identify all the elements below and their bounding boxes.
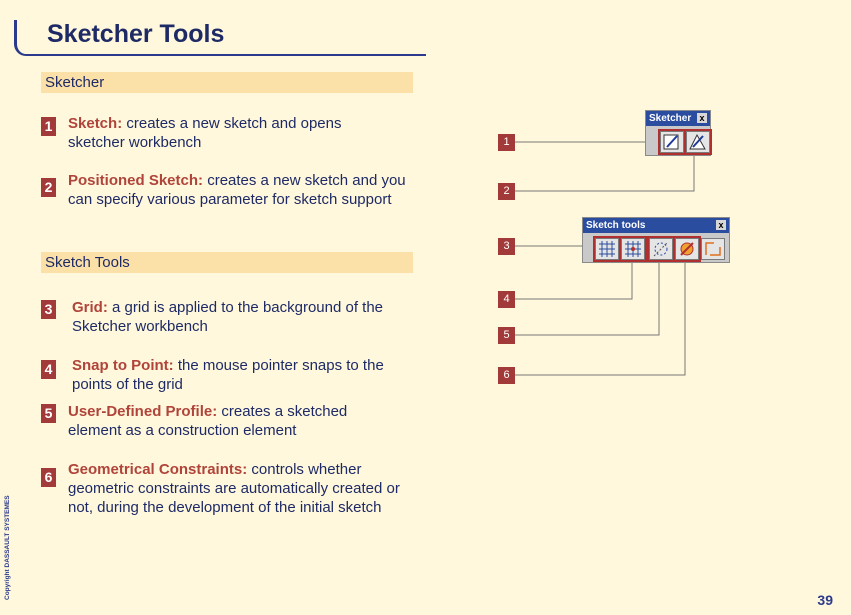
item-number: 6 (41, 468, 56, 487)
item-term: User-Defined Profile: (68, 403, 218, 420)
page-number: 39 (817, 592, 833, 608)
snap-to-point-icon (622, 239, 644, 259)
sketch-icon (661, 132, 683, 152)
geometrical-constraints-button[interactable] (675, 238, 699, 260)
item-number: 4 (41, 360, 56, 379)
item-desc: controls whether geometric constraints are automatically created or not, during the development of the initial sketch (68, 461, 400, 516)
sketch-button[interactable] (660, 131, 684, 153)
copyright-notice: Copyright DASSAULT SYSTEMES (4, 495, 11, 600)
dimensional-constraints-button[interactable] (701, 238, 725, 260)
callout-6: 6 (498, 367, 515, 384)
callout-4: 4 (498, 291, 515, 308)
item-desc: creates a new sketch and opens sketcher workbench (68, 115, 342, 151)
item-term: Snap to Point: (72, 357, 174, 374)
item-term: Sketch: (68, 115, 123, 132)
construction-element-icon (650, 239, 672, 259)
sketch-tools-toolbar-title: Sketch tools (586, 220, 646, 231)
item-desc: a grid is applied to the background of the Sketcher workbench (72, 299, 384, 335)
sketch-tools-toolbar (582, 217, 730, 263)
item-number: 3 (41, 300, 56, 319)
sketcher-toolbar-title: Sketcher (649, 113, 692, 124)
item-desc: creates a new sketch and you can specify various parameter for sketch support (68, 172, 406, 208)
leader-line-5 (515, 260, 659, 335)
callout-5: 5 (498, 327, 515, 344)
item-number: 1 (41, 117, 56, 136)
snap-to-point-button[interactable] (621, 238, 645, 260)
constraints-icon (676, 239, 698, 259)
sketch-tools-toolbar-titlebar[interactable] (583, 218, 729, 233)
section-sketch-tools: Sketch Tools (41, 252, 413, 273)
grid-icon (596, 239, 618, 259)
dimension-icon (702, 239, 724, 259)
item-term: Geometrical Constraints: (68, 461, 248, 478)
item-desc: creates a sketched element as a construction element (68, 403, 348, 439)
callout-2: 2 (498, 183, 515, 200)
item-term: Positioned Sketch: (68, 172, 204, 189)
positioned-sketch-button[interactable] (686, 131, 710, 153)
user-defined-profile-button[interactable] (649, 238, 673, 260)
close-icon[interactable]: x (716, 220, 726, 230)
grid-button[interactable] (595, 238, 619, 260)
sketcher-toolbar-titlebar[interactable] (646, 111, 710, 126)
positioned-sketch-icon (687, 132, 709, 152)
close-icon[interactable]: x (697, 113, 707, 123)
item-number: 5 (41, 404, 56, 423)
callout-3: 3 (498, 238, 515, 255)
leader-line-2 (515, 155, 694, 191)
sketcher-toolbar (645, 110, 711, 156)
callout-1: 1 (498, 134, 515, 151)
item-desc: the mouse pointer snaps to the points of the grid (72, 357, 384, 393)
page-title: Sketcher Tools (47, 20, 225, 48)
item-term: Grid: (72, 299, 108, 316)
leader-line-4 (515, 260, 632, 299)
item-number: 2 (41, 178, 56, 197)
section-sketcher: Sketcher (41, 72, 413, 93)
